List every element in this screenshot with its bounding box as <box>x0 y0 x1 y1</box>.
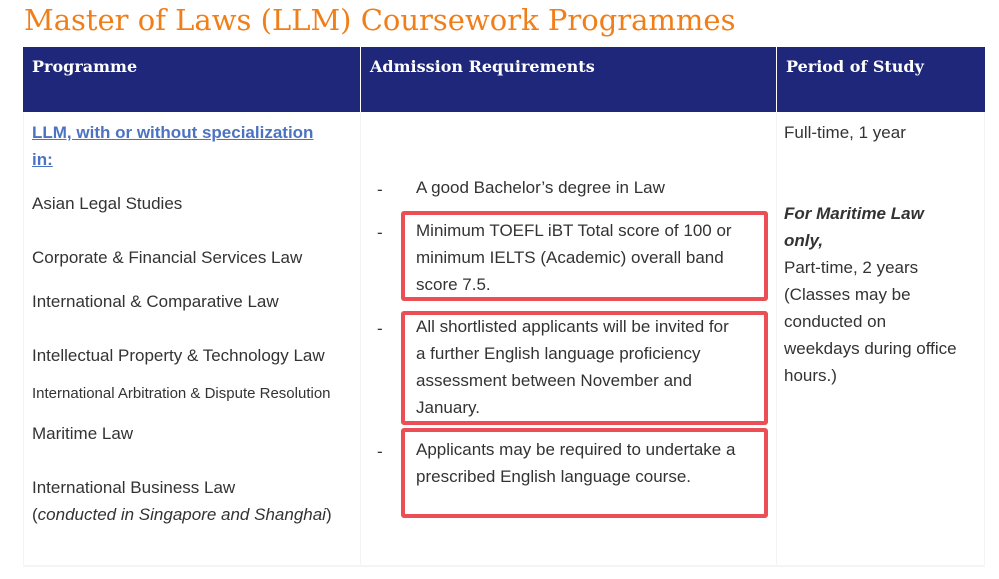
list-item: Intellectual Property & Technology Law <box>32 346 325 365</box>
list-item: International & Comparative Law <box>32 292 279 311</box>
header-label: Period of Study <box>786 57 924 76</box>
requirements-cell <box>361 112 776 565</box>
ibl-location-note <box>32 501 332 528</box>
requirement-line: minimum IELTS (Academic) overall band <box>416 248 724 267</box>
classes-note-line: hours.) <box>784 366 837 385</box>
requirement-line: Minimum TOEFL iBT Total score of 100 or <box>416 221 732 240</box>
header-label: Admission Requirements <box>370 57 595 76</box>
note-paren-open: ( <box>32 505 38 524</box>
list-item: Asian Legal Studies <box>32 194 183 213</box>
requirement-line: score 7.5. <box>416 275 491 294</box>
parttime-period: Part-time, 2 years <box>784 258 919 277</box>
classes-note-line: (Classes may be <box>784 285 911 304</box>
maritime-label-cont: only, <box>784 231 824 250</box>
requirement-line: All shortlisted applicants will be invited for <box>416 317 729 336</box>
requirement-line: assessment between November and <box>416 371 692 390</box>
requirement-line: a further English language proficiency <box>416 344 701 363</box>
requirement-line: prescribed English language course. <box>416 467 692 486</box>
list-item: Corporate & Financial Services Law <box>32 248 303 267</box>
classes-note-line: conducted on <box>784 312 887 331</box>
note-italic: conducted in Singapore and Shanghai <box>37 505 326 524</box>
header-admission-requirements <box>361 47 776 112</box>
header-label: Programme <box>32 57 138 76</box>
fulltime-period: Full-time, 1 year <box>784 123 906 142</box>
table-body <box>23 112 985 567</box>
classes-note-line: weekdays during office <box>784 339 957 358</box>
page-title: Master of Laws (LLM) Coursework Programmes <box>24 3 736 37</box>
programmes-table <box>23 47 985 567</box>
list-item: International Arbitration & Dispute Resolution <box>32 385 331 402</box>
header-programme <box>23 47 360 112</box>
programme-cell <box>24 112 360 565</box>
maritime-label: For Maritime Law <box>784 204 924 223</box>
requirement-line: January. <box>416 398 480 417</box>
bullet-dash: - <box>377 180 383 199</box>
requirement-line: A good Bachelor’s degree in Law <box>416 178 665 197</box>
llm-specialization-link-cont[interactable]: in: <box>32 150 53 169</box>
requirement-line: Applicants may be required to undertake a <box>416 440 736 459</box>
note-paren-close: ) <box>325 505 332 524</box>
period-cell <box>777 112 984 565</box>
header-period-of-study <box>777 47 985 112</box>
bullet-dash: - <box>377 319 383 338</box>
list-item: International Business Law <box>32 478 236 497</box>
bullet-dash: - <box>377 442 383 461</box>
llm-specialization-link[interactable]: LLM, with or without specialization <box>32 123 314 142</box>
list-item: Maritime Law <box>32 424 134 443</box>
bullet-dash: - <box>377 223 383 242</box>
